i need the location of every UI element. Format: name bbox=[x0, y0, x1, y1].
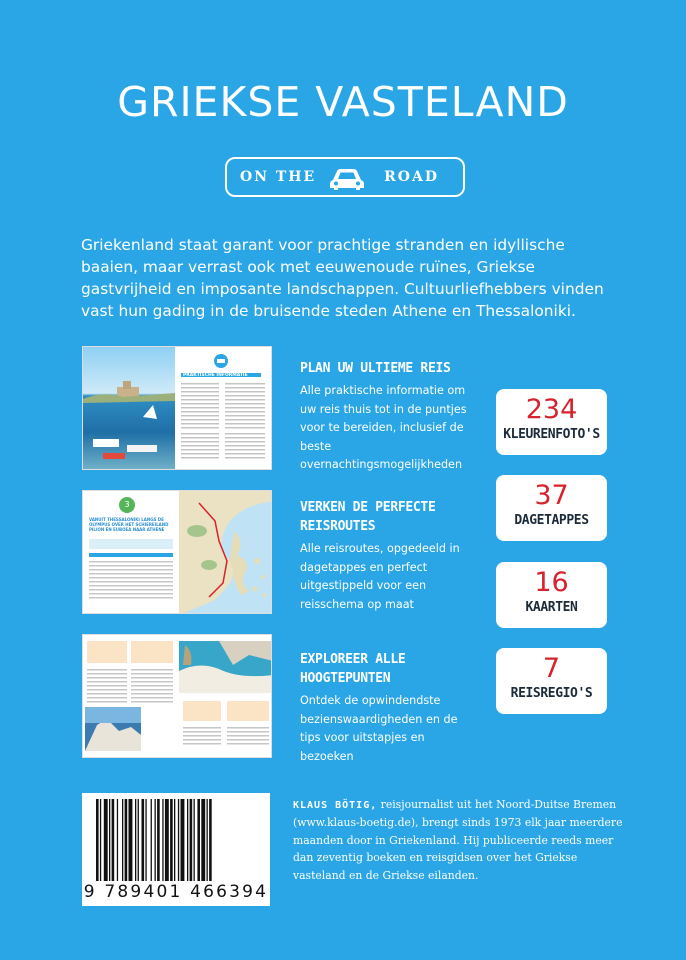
isbn-digits: 9 789401 466394 bbox=[83, 882, 269, 902]
isbn-barcode bbox=[82, 793, 270, 906]
barcode-bars bbox=[96, 799, 256, 881]
feature-title: VERKEN DE PERFECTE REISROUTES bbox=[300, 500, 436, 534]
thumbnail-routes bbox=[82, 490, 272, 614]
page-highlights-text bbox=[83, 635, 177, 757]
stat-value: 16 bbox=[534, 567, 569, 598]
page-practical-info bbox=[177, 347, 271, 469]
stat-value: 7 bbox=[542, 653, 561, 684]
book-title: GRIEKSE VASTELAND bbox=[117, 78, 569, 126]
author-bio bbox=[293, 796, 623, 884]
stat-label: REISREGIO'S bbox=[510, 686, 593, 701]
car-icon bbox=[327, 163, 367, 193]
intro-text: Griekenland staat garant voor prachtige stranden en idyllische baaien, maar verrast ook met eeuwenoude ruïnes, Griekse gastvrijheid en imposante landschappen. Cultuurliefhebbers vinden vast hun gading in de bruisende steden Athene en Thessaloniki. bbox=[81, 236, 604, 320]
stat-day-stages bbox=[496, 475, 607, 541]
stat-label: KAARTEN bbox=[525, 600, 578, 615]
feature-plan bbox=[300, 359, 480, 475]
thumbnail-practical-info bbox=[82, 346, 272, 470]
feature-title: EXPLOREER ALLE HOOGTEPUNTEN bbox=[300, 652, 406, 686]
feature-description: Alle reisroutes, opgedeeld in dagetappes en perfect uitgestippeld voor een reisschema op maat bbox=[300, 542, 460, 611]
stat-regions bbox=[496, 648, 607, 714]
thumbnail-highlights bbox=[82, 634, 272, 758]
on-the-road-badge bbox=[225, 157, 465, 197]
stat-label: KLEURENFOTO'S bbox=[503, 427, 600, 442]
page-route-table bbox=[83, 491, 177, 613]
stat-label: DAGETAPPES bbox=[514, 513, 589, 528]
thumb-heading: PRAKTISCHE INFORMATIE bbox=[183, 373, 248, 378]
feature-routes bbox=[300, 498, 475, 614]
feature-description: Ontdek de opwindendste bezienswaardigheden en de tips voor uitstapjes en bezoeken bbox=[300, 694, 458, 763]
stat-value: 37 bbox=[534, 480, 569, 511]
feature-title: PLAN UW ULTIEME REIS bbox=[300, 361, 451, 376]
photo-harbour bbox=[83, 347, 175, 469]
badge-right-text: ROAD bbox=[384, 169, 439, 185]
stat-value: 234 bbox=[525, 394, 578, 425]
route-heading: VANUIT THESSALONIKI LANGS DE OLYMPUS OVER HET SCHIEREILAND PILION EN EUBOEA NAAR ATHENE bbox=[89, 517, 169, 532]
map-greece bbox=[179, 491, 271, 613]
author-bio-text: reisjournalist uit het Noord-Duitse Bremen (www.klaus-boetig.de), brengt sinds 1973 elk jaar meerdere maanden door in Griekenland. Hij publiceerde reeds meer dan zeventig boeken en reisgidsen over het Griekse vasteland en de Griekse eilanden. bbox=[293, 798, 623, 882]
step-number: 3 bbox=[119, 497, 135, 513]
feature-highlights bbox=[300, 650, 475, 766]
badge-left-text: ON THE bbox=[240, 169, 317, 185]
feature-description: Alle praktische informatie om uw reis thuis tot in de puntjes voor te bereiden, inclusief de beste overnachtingsmogelijkheden bbox=[300, 384, 467, 471]
stat-maps bbox=[496, 562, 607, 628]
stat-photos bbox=[496, 389, 607, 455]
photo-beach bbox=[179, 635, 271, 757]
author-name: KLAUS BÖTIG, bbox=[293, 800, 378, 811]
